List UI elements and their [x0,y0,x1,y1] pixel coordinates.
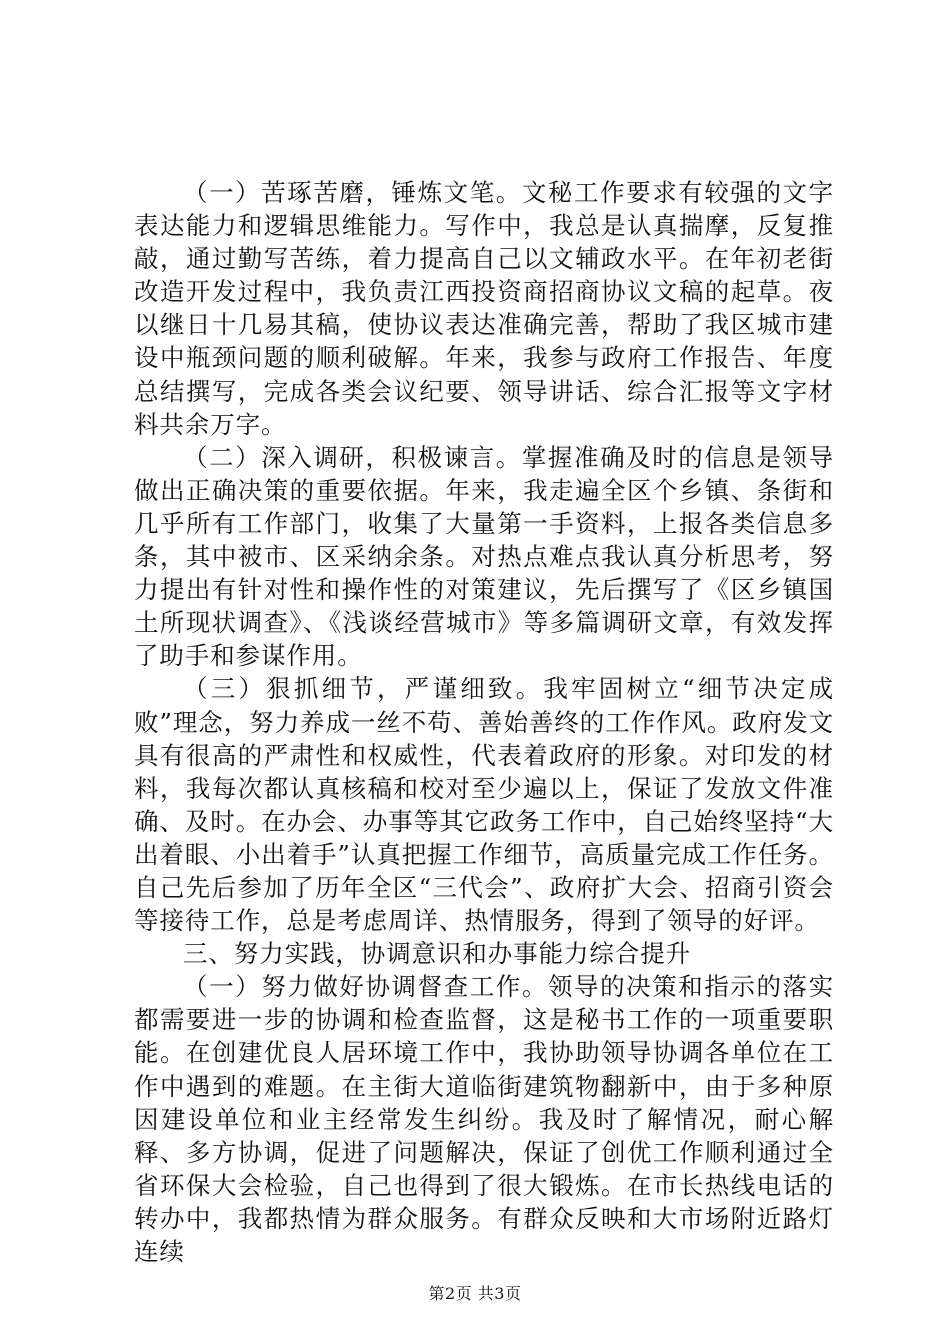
paragraph-details: （三）狠抓细节，严谨细致。我牢固树立“细节决定成败”理念，努力养成一丝不苟、善始善终的工作作风。政府发文具有很高的严肃性和权威性，代表着政府的形象。对印发的材料，我每次都认真核稿和校对至少遍以上，保证了发放文件准确、及时。在办会、办事等其它政务工作中，自己始终坚持“大出着眼、小出着手”认真把握工作细节，高质量完成工作任务。自己先后参加了历年全区“三代会”、政府扩大会、招商引资会等接待工作，总是考虑周详、热情服务，得到了领导的好评。 [134,674,834,936]
page-number-footer: 第2页 共3页 [428,1284,522,1303]
document-body [134,176,834,1268]
paragraph-research: （二）深入调研，积极谏言。掌握准确及时的信息是领导做出正确决策的重要依据。年来，我走遍全区个乡镇、条街和几乎所有工作部门，收集了大量第一手资料，上报各类信息多条，其中被市、区采纳余条。对热点难点我认真分析思考，努力提出有针对性和操作性的对策建议，先后撰写了《区乡镇国土所现状调查》、《浅谈经营城市》等多篇调研文章，有效发挥了助手和参谋作用。 [134,442,834,671]
section-heading: 三、努力实践，协调意识和办事能力综合提升 [183,939,691,969]
paragraph-coordination: （一）努力做好协调督查工作。领导的决策和指示的落实都需要进一步的协调和检查监督，这是秘书工作的一项重要职能。在创建优良人居环境工作中，我协助领导协调各单位在工作中遇到的难题。在主街大道临街建筑物翻新中，由于多种原因建设单位和业主经常发生纠纷。我及时了解情况，耐心解释、多方协调，促进了问题解决，保证了创优工作顺利通过全省环保大会检验，自己也得到了很大锻炼。在市长热线电话的转办中，我都热情为群众服务。有群众反映和大市场附近路灯连续 [134,972,834,1266]
paragraph-writing-skills: （一）苦琢苦磨，锤炼文笔。文秘工作要求有较强的文字表达能力和逻辑思维能力。写作中，我总是认真揣摩，反复推敲，通过勤写苦练，着力提高自己以文辅政水平。在年初老街改造开发过程中，我负责江西投资商招商协议文稿的起草。夜以继日十几易其稿，使协议表达准确完善，帮助了我区城市建设中瓶颈问题的顺利破解。年来，我参与政府工作报告、年度总结撰写，完成各类会议纪要、领导讲话、综合汇报等文字材料共余万字。 [134,178,834,439]
